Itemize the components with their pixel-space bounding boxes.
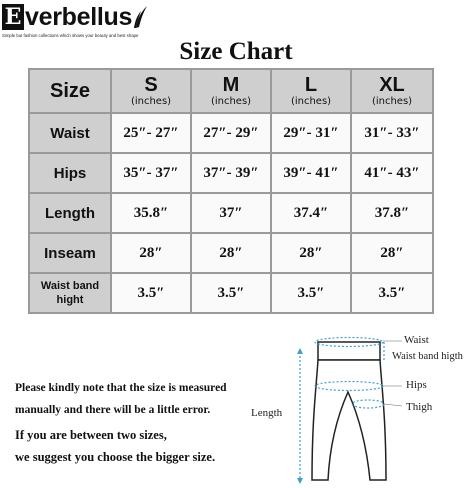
thigh-leader [384, 404, 402, 406]
size-unit: (inches) [130, 96, 172, 107]
table-cell: 29″- 31″ [271, 113, 351, 153]
table-cell: 41″- 43″ [351, 153, 433, 193]
table-cell: 28″ [271, 233, 351, 273]
table-cell: 35″- 37″ [111, 153, 191, 193]
note-line-1: Please kindly note that the size is measured [15, 382, 227, 394]
length-arrow-top [297, 348, 303, 354]
note-line-4: we suggest you choose the bigger size. [15, 450, 216, 464]
table-row-length [29, 193, 433, 233]
length-arrow-bottom [297, 478, 303, 484]
size-label: XL [379, 74, 405, 96]
page-title: Size Chart [179, 38, 293, 65]
logo-initial: E [2, 4, 24, 30]
thigh-label: Thigh [406, 401, 433, 413]
leggings-outline [312, 360, 386, 480]
table-cell: 27″- 29″ [191, 113, 271, 153]
size-label: S [144, 74, 158, 96]
table-row-hips [29, 153, 433, 193]
table-cell: 3.5″ [191, 273, 271, 313]
table-header-row [29, 69, 433, 113]
size-header-s [111, 69, 191, 113]
table-cell: 28″ [111, 233, 191, 273]
size-corner-cell: Size [29, 69, 111, 113]
note-line-2: manually and there will be a little error. [15, 404, 211, 416]
table-cell: 25″- 27″ [111, 113, 191, 153]
table-cell: 3.5″ [271, 273, 351, 313]
size-header-l [271, 69, 351, 113]
row-label-hips: Hips [29, 153, 111, 193]
note-line-3: If you are between two sizes, [15, 428, 167, 442]
size-unit: (inches) [210, 96, 252, 107]
table-cell: 37.8″ [351, 193, 433, 233]
waistband-shape [318, 342, 380, 360]
length-label: Length [251, 407, 283, 419]
size-header-xl [351, 69, 433, 113]
table-cell: 31″- 33″ [351, 113, 433, 153]
table-cell: 28″ [191, 233, 271, 273]
brand-tagline: Simple but fashion collections which shows your beauty and best shape [2, 33, 139, 38]
table-cell: 3.5″ [111, 273, 191, 313]
row-label-waistband: Waist band hight [29, 273, 111, 313]
feather-icon [133, 5, 149, 29]
table-cell: 37.4″ [271, 193, 351, 233]
row-label-inseam: Inseam [29, 233, 111, 273]
logo-wordmark: verbellus [25, 3, 133, 31]
table-cell: 37″- 39″ [191, 153, 271, 193]
table-cell: 37″ [191, 193, 271, 233]
size-label: L [304, 74, 318, 96]
size-header-m [191, 69, 271, 113]
table-cell: 28″ [351, 233, 433, 273]
table-row-inseam [29, 233, 433, 273]
logo-row [2, 2, 152, 32]
table-cell: 35.8″ [111, 193, 191, 233]
size-label: M [222, 74, 240, 96]
table-row-waistband [29, 273, 433, 313]
table-row-waist [29, 113, 433, 153]
size-unit: (inches) [371, 96, 413, 107]
table-cell: 3.5″ [351, 273, 433, 313]
waist-label: Waist [404, 334, 429, 346]
size-chart-table [28, 68, 434, 314]
table-cell: 39″- 41″ [271, 153, 351, 193]
size-unit: (inches) [290, 96, 332, 107]
row-label-waist: Waist [29, 113, 111, 153]
hips-label: Hips [406, 379, 427, 391]
row-label-length: Length [29, 193, 111, 233]
waistband-label: Waist band higth [392, 351, 463, 362]
